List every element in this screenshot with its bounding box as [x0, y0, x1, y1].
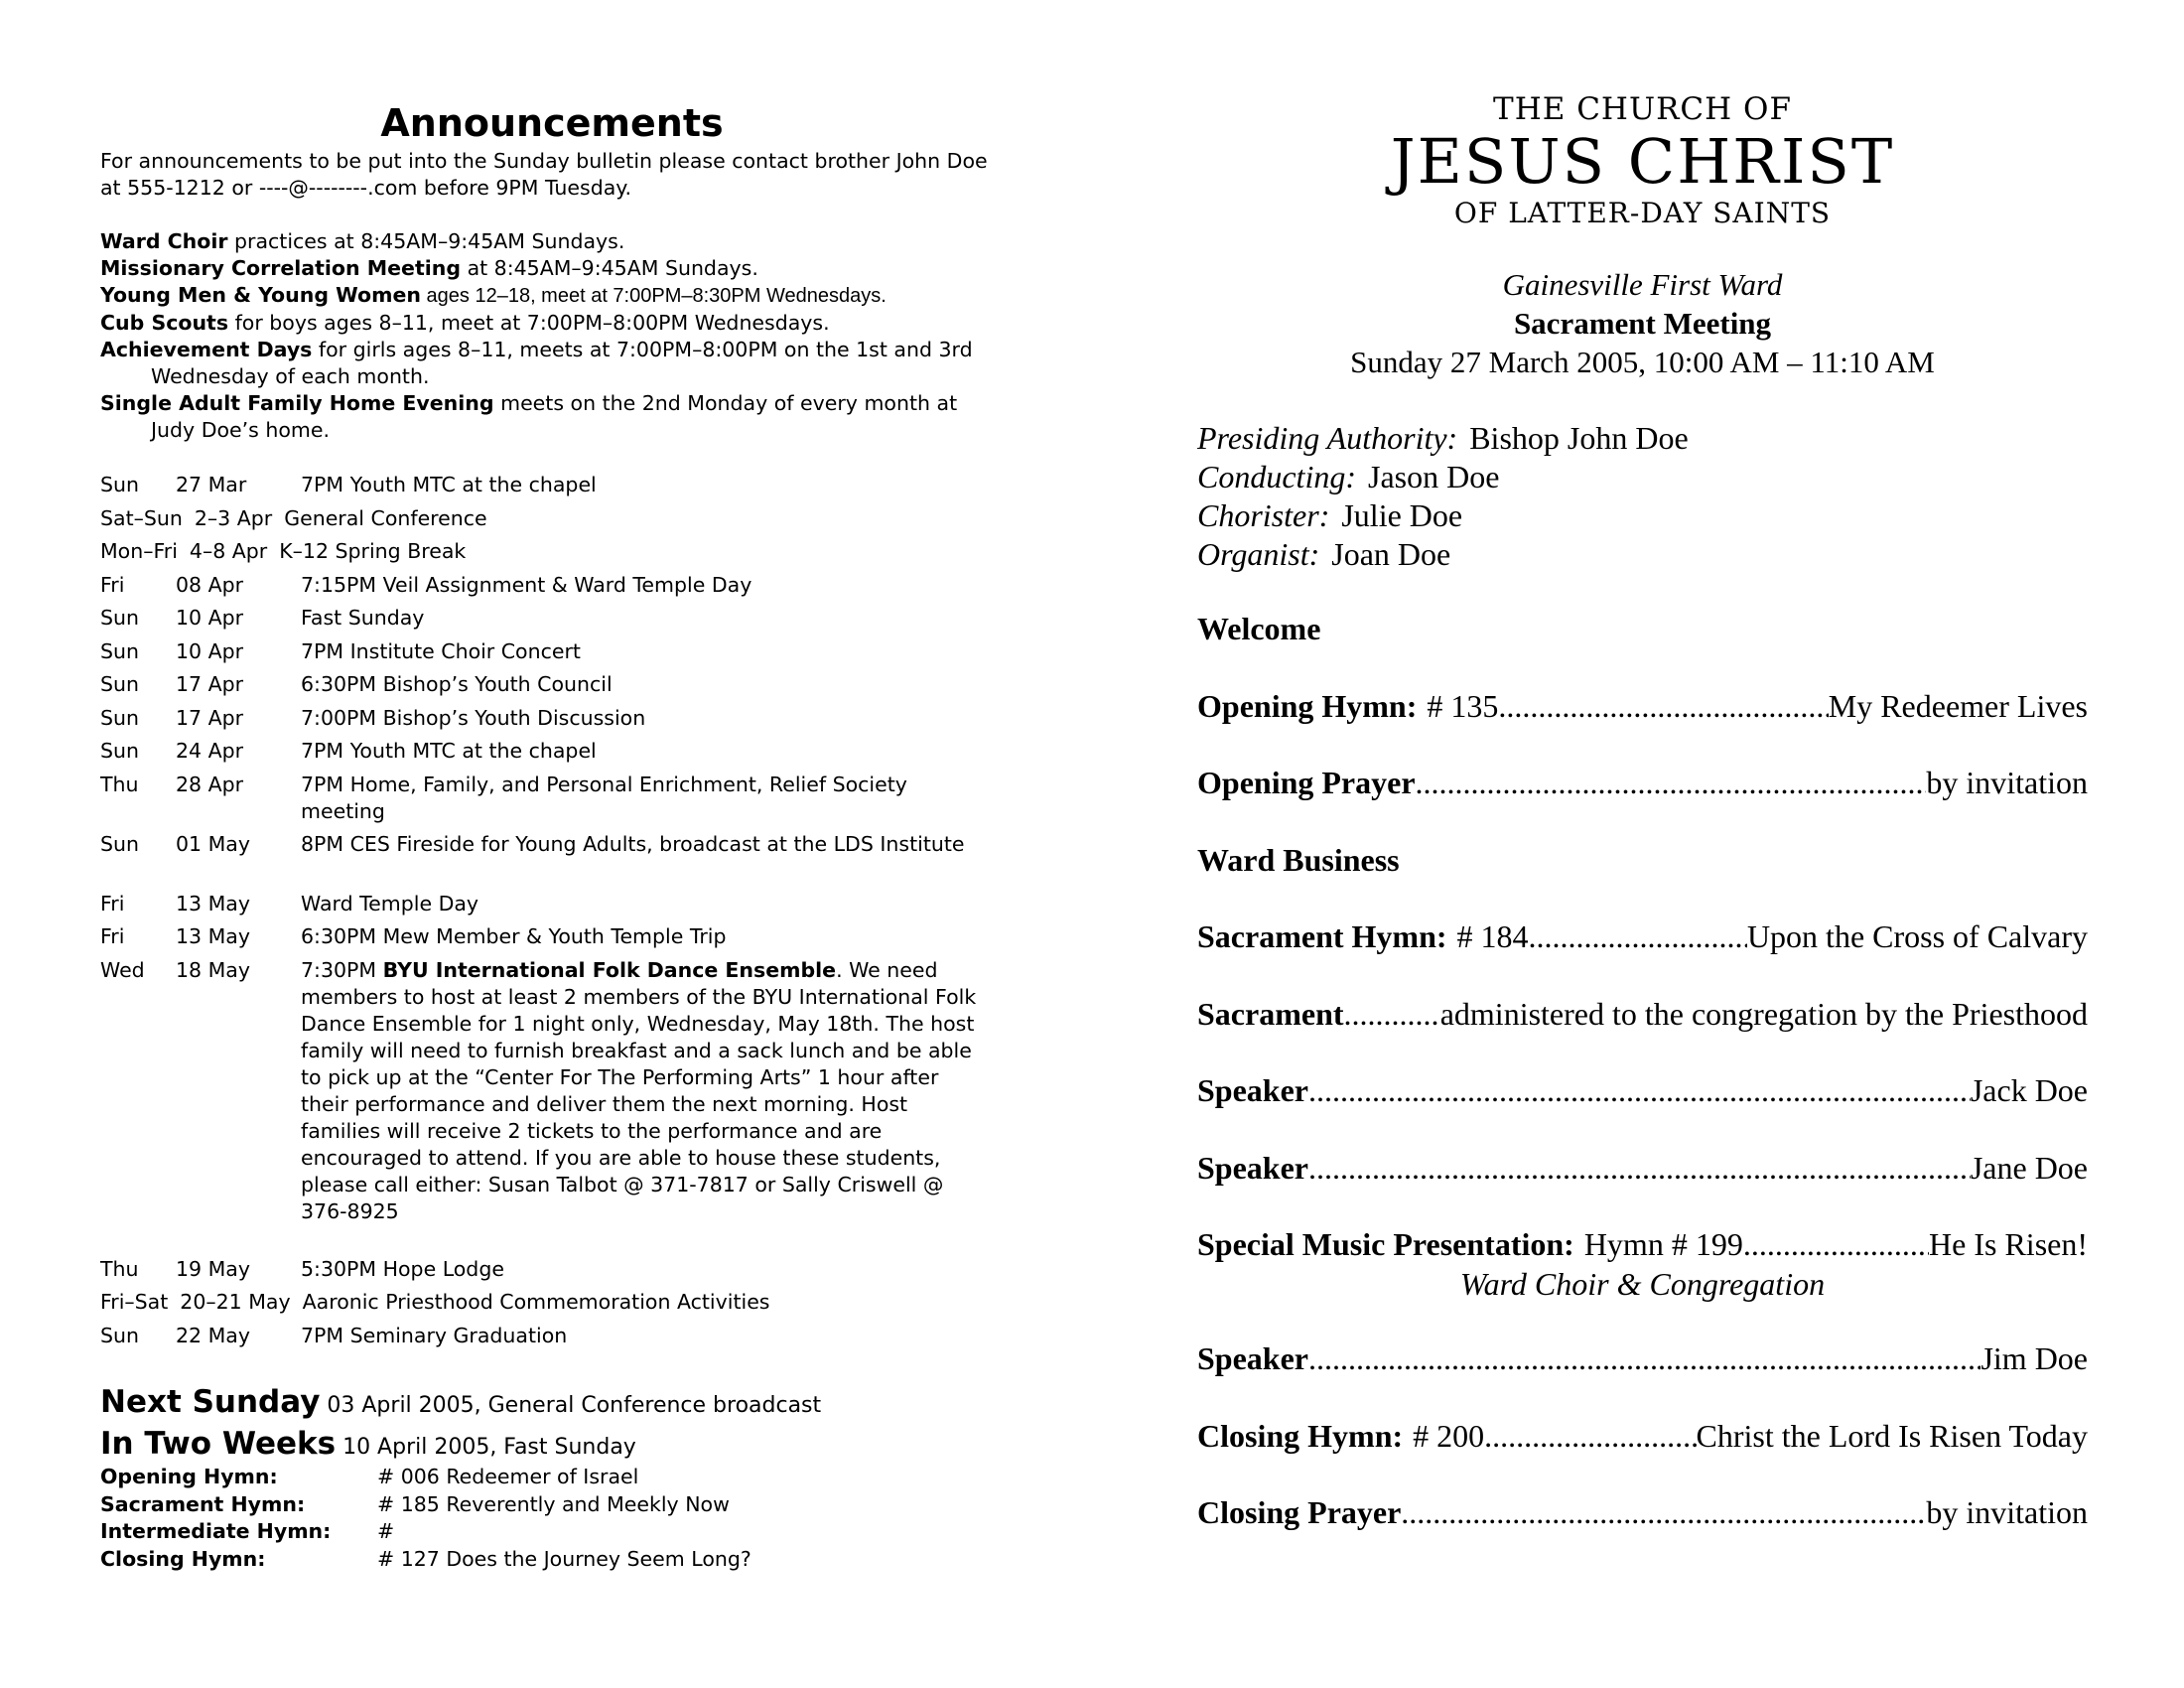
- hymn-row: Intermediate Hymn: #: [100, 1519, 395, 1543]
- event-row: Sun 17 Apr 7:00PM Bishop’s Youth Discussion: [100, 705, 646, 730]
- event-row: Fri 13 May 6:30PM Mew Member & Youth Temple Trip: [100, 924, 727, 948]
- closing-hymn-item: Closing Hymn: # 200 ..... Christ the Lord Is Risen Today: [1197, 1418, 2088, 1495]
- event-row: Fri 13 May Ward Temple Day: [100, 891, 479, 915]
- announcements-intro: For announcements to be put into the Sunday bulletin please contact brother John Doe at 555-1212 or ----@--------.com before 9PM Tuesday.: [100, 149, 988, 200]
- club-item: Single Adult Family Home Evening meets on the 2nd Monday of every month at Judy Doe’s home.: [100, 391, 958, 442]
- opening-hymn-item: Opening Hymn: # 135 ..... My Redeemer Lives: [1197, 688, 2088, 766]
- club-list: [100, 228, 1004, 444]
- club-item: Young Men & Young Women ages 12–18, meet at 7:00PM–8:30PM Wednesdays.: [100, 283, 887, 307]
- event-row: Sun 10 Apr Fast Sunday: [100, 606, 425, 630]
- event-row: Sun 27 Mar 7PM Youth MTC at the chapel: [100, 473, 597, 496]
- event-row: Sat–Sun 2–3 Apr General Conference: [100, 505, 487, 530]
- announcements-title: Announcements: [380, 101, 724, 145]
- church-logo: THE CHURCH OF JESUS CHRIST OF LATTER-DAY SAINTS: [1390, 91, 1895, 229]
- meeting-title: Sacrament Meeting: [1513, 306, 1772, 341]
- event-row: Sun 01 May 8PM CES Fireside for Young Adults, broadcast at the LDS Institute: [100, 831, 965, 856]
- event-row: Thu 28 Apr 7PM Home, Family, and Personal Enrichment, Relief Society meeting: [100, 772, 907, 823]
- officer-row: Chorister: Julie Doe: [1197, 497, 1463, 533]
- meeting-header: [1197, 265, 2088, 381]
- opening-prayer-item: Opening Prayer ..... by invitation: [1197, 765, 2088, 842]
- event-desc: 7:30PM BYU International Folk Dance Ensemble. We need members to host at least 2 members of the BYU International Folk Dance Ensemble for 1 night only, Wednesday, May 18th. The host family will need to furnish breakfast and a sack lunch and be able to pick up at the “Center For The Performing Arts” 1 hour after their performance and deliver them the next morning. Host families will receive 2 tickets to the performance and are encouraged to attend. If you are able to house these students, please call either: Susan Talbot @ 371-7817 or Sally Criswell @ 376-8925: [301, 957, 977, 1223]
- event-calendar: [100, 472, 1004, 1355]
- officer-row: Conducting: Jason Doe: [1197, 459, 1500, 494]
- ward-business-item: Ward Business: [1197, 841, 1400, 878]
- sacrament-item: Sacrament ..... administered to the congregation by the Priesthood: [1197, 996, 2088, 1073]
- hymn-row: Sacrament Hymn: # 185 Reverently and Meekly Now: [100, 1491, 730, 1516]
- meeting-date: Sunday 27 March 2005, 10:00 AM – 11:10 AM: [1350, 345, 1935, 379]
- event-row: Fri 08 Apr 7:15PM Veil Assignment & Ward Temple Day: [100, 572, 752, 597]
- special-music-performers: Ward Choir & Congregation: [1459, 1266, 1826, 1302]
- club-item: Cub Scouts for boys ages 8–11, meet at 7:00PM–8:00PM Wednesdays.: [100, 311, 830, 335]
- sacrament-hymn-item: Sacrament Hymn: # 184 ..... Upon the Cross of Calvary: [1197, 918, 2088, 996]
- two-weeks: In Two Weeks 10 April 2005, Fast Sunday: [100, 1426, 636, 1462]
- announcements-panel: [100, 99, 1004, 1573]
- welcome-item: Welcome: [1197, 611, 1321, 646]
- program-list: [1197, 611, 2088, 1572]
- event-row: Sun 17 Apr 6:30PM Bishop’s Youth Council: [100, 672, 613, 696]
- club-item: Missionary Correlation Meeting at 8:45AM–9:45AM Sundays.: [100, 256, 758, 280]
- hymn-row: Closing Hymn: # 127 Does the Journey Seem Long?: [100, 1546, 751, 1571]
- upcoming-sundays: [100, 1383, 1004, 1467]
- event-row: Sun 24 Apr 7PM Youth MTC at the chapel: [100, 739, 597, 763]
- officer-row: Organist: Joan Doe: [1197, 536, 1451, 572]
- program-panel: [1197, 89, 2088, 1572]
- event-row: Wed 18 May 7:30PM BYU International Folk Dance Ensemble. We need members to host at least 2 members of the BYU International Folk Dance Ensemble for 1 night only, Wednesday, May 18th. The host family will need to furnish breakfast and a sack lunch and be able to pick up at the “Center For The Performing Arts” 1 hour after their performance and deliver them the next morning. Host families will receive 2 tickets to the performance and are encouraged to attend. If you are able to house these students, please call either: Susan Talbot @ 371-7817 or Sally Criswell @ 376-8925: [100, 957, 1004, 1256]
- ward-name: Gainesville First Ward: [1502, 267, 1783, 302]
- event-row: Sun 10 Apr 7PM Institute Choir Concert: [100, 638, 581, 663]
- speaker-item: Speaker ..... Jane Doe: [1197, 1150, 2088, 1227]
- club-item: Achievement Days for girls ages 8–11, meets at 7:00PM–8:00PM on the 1st and 3rd Wednesday of each month.: [100, 338, 973, 388]
- event-row: Thu 19 May 5:30PM Hope Lodge: [100, 1256, 504, 1281]
- closing-prayer-item: Closing Prayer ..... by invitation: [1197, 1494, 2088, 1572]
- next-sunday: Next Sunday 03 April 2005, General Conference broadcast: [100, 1384, 822, 1420]
- officer-list: [1197, 419, 2088, 574]
- special-music-item: Special Music Presentation: Hymn # 199 ..... He Is Risen!: [1197, 1226, 2088, 1265]
- speaker-item: Speaker ..... Jim Doe: [1197, 1340, 2088, 1418]
- officer-row: Presiding Authority: Bishop John Doe: [1197, 420, 1689, 456]
- speaker-item: Speaker ..... Jack Doe: [1197, 1072, 2088, 1150]
- hymn-row: Opening Hymn: # 006 Redeemer of Israel: [100, 1465, 639, 1488]
- club-item: Ward Choir practices at 8:45AM–9:45AM Sundays.: [100, 229, 625, 253]
- event-row: Sun 22 May 7PM Seminary Graduation: [100, 1323, 568, 1347]
- event-row: Mon–Fri 4–8 Apr K–12 Spring Break: [100, 539, 467, 563]
- future-hymn-list: [100, 1464, 1004, 1573]
- event-row: Fri–Sat 20–21 May Aaronic Priesthood Commemoration Activities: [100, 1290, 770, 1314]
